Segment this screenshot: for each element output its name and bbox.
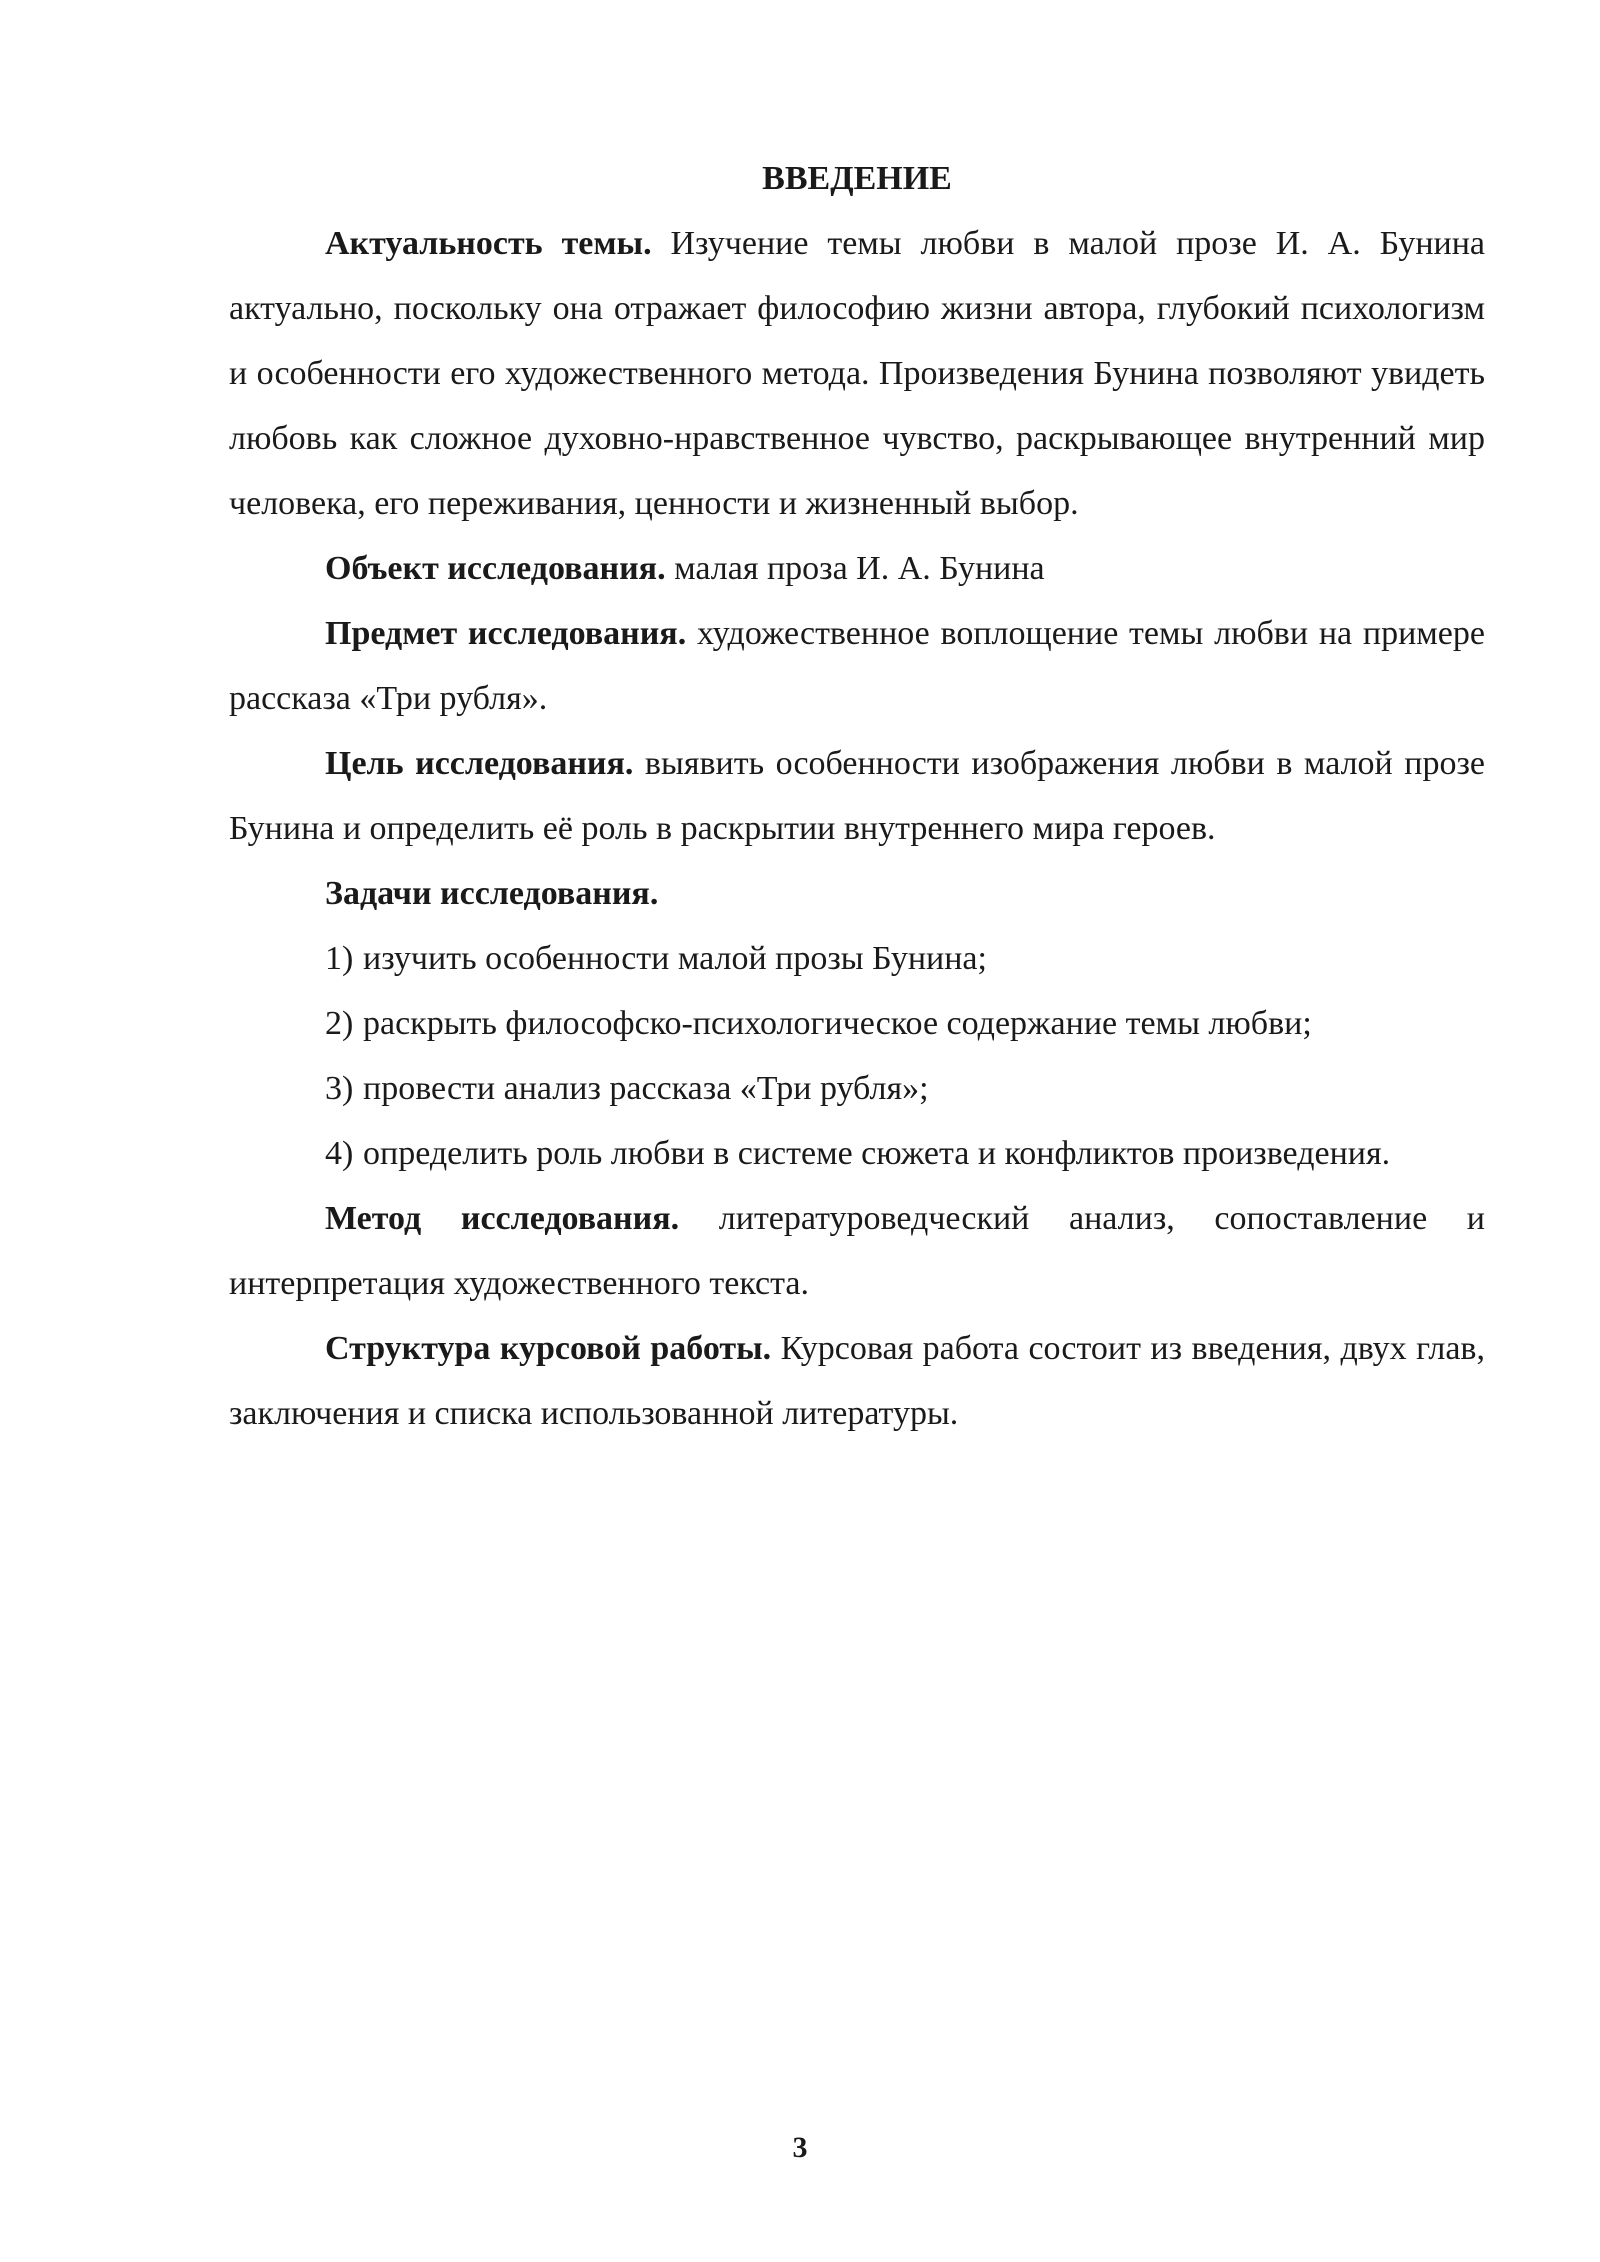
task-list-item xyxy=(229,1056,1485,1121)
method-paragraph xyxy=(229,1186,1485,1316)
relevance-label: Актуальность темы. xyxy=(325,225,652,262)
goal-text: выявить особенности изображения любви в малой прозе Бунина и определить её роль в раскрытии внутреннего мира героев. xyxy=(229,745,1485,847)
task-text: определить роль любви в системе сюжета и конфликтов произведения. xyxy=(363,1135,1391,1172)
task-list-item xyxy=(229,926,1485,991)
method-text: литературоведческий анализ, сопоставление и интерпретация художественного текста. xyxy=(229,1200,1486,1302)
subject-label: Предмет исследования. xyxy=(325,615,687,652)
structure-text: Курсовая работа состоит из введения, двух глав, заключения и списка использованной литературы. xyxy=(229,1330,1485,1432)
tasks-heading-paragraph xyxy=(229,861,1485,926)
goal-label: Цель исследования. xyxy=(325,745,634,782)
task-number: 2) xyxy=(325,1005,354,1042)
section-heading: ВВЕДЕНИЕ xyxy=(762,160,952,197)
method-label: Метод исследования. xyxy=(325,1200,680,1237)
object-paragraph xyxy=(229,536,1485,601)
task-text: провести анализ рассказа «Три рубля»; xyxy=(363,1070,929,1107)
task-list-item xyxy=(229,991,1485,1056)
task-number: 4) xyxy=(325,1135,354,1172)
subject-text: художественное воплощение темы любви на примере рассказа «Три рубля». xyxy=(229,615,1485,717)
object-text: малая проза И. А. Бунина xyxy=(665,550,1045,587)
page-body xyxy=(229,146,1485,1446)
relevance-paragraph xyxy=(229,211,1485,536)
task-text: изучить особенности малой прозы Бунина; xyxy=(363,940,987,977)
page-number: 3 xyxy=(792,2131,808,2164)
relevance-text: Изучение темы любви в малой прозе И. А. Бунина актуально, поскольку она отражает философию жизни автора, глубокий психологизм и особенности его художественного метода. Произведения Бунина позволяют увидеть любовь как сложное духовно-нравственное чувство, раскрывающее внутренний мир человека, его переживания, ценности и жизненный выбор. xyxy=(229,225,1485,522)
task-number: 3) xyxy=(325,1070,354,1107)
goal-paragraph xyxy=(229,731,1485,861)
task-text: раскрыть философско-психологическое содержание темы любви; xyxy=(363,1005,1312,1042)
structure-paragraph xyxy=(229,1316,1485,1446)
subject-paragraph xyxy=(229,601,1485,731)
structure-label: Структура курсовой работы. xyxy=(325,1330,772,1367)
task-number: 1) xyxy=(325,940,354,977)
task-list-item xyxy=(229,1121,1485,1186)
tasks-label: Задачи исследования. xyxy=(325,875,659,912)
object-label: Объект исследования. xyxy=(325,550,666,587)
